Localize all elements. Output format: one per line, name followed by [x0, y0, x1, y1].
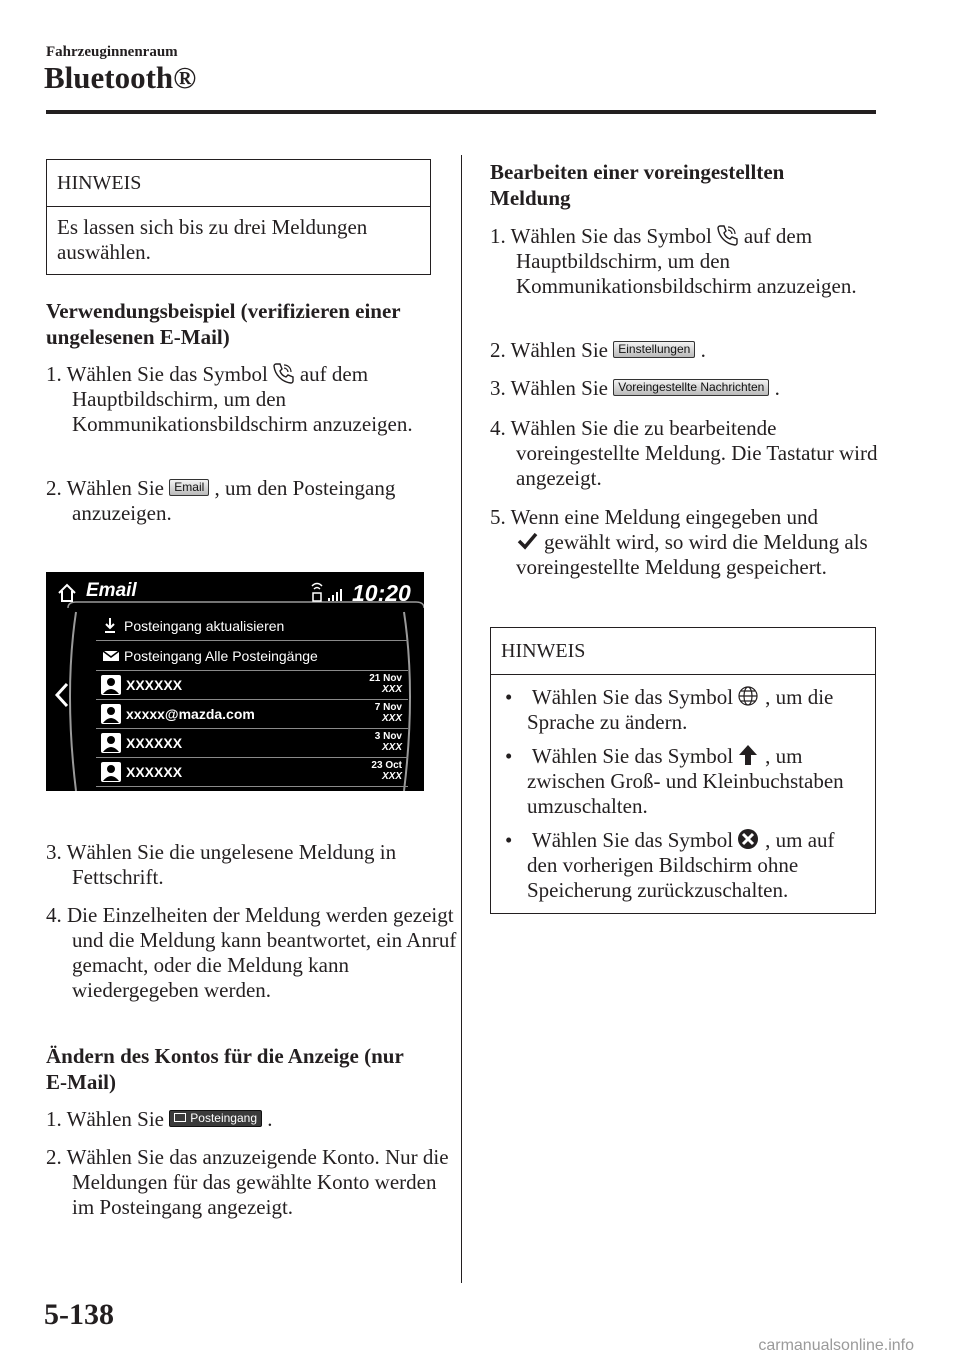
mail-date: 3 Nov XXX: [374, 731, 402, 753]
title-divider: [46, 110, 876, 114]
step-item: 3. Wählen Sie die ungelesene Meldung in Fettschrift.: [46, 840, 397, 889]
preset-messages-button: Voreingestellte Nachrichten: [613, 379, 769, 396]
phone-icon: [272, 362, 294, 384]
section-heading: Bearbeiten einer voreingestellten Meldung: [490, 160, 785, 210]
section-heading: Ändern des Kontos für die Anzeige (nur E-Mail): [46, 1044, 404, 1094]
back-arrow-icon[interactable]: [54, 682, 70, 708]
signal-icon: [306, 578, 346, 604]
mail-date: 21 Nov XXX: [369, 673, 402, 695]
section-heading: Verwendungsbeispiel (verifizieren einer ungelesenen E-Mail): [46, 299, 401, 349]
watermark: carmanualsonline.info: [758, 1337, 914, 1354]
step-item: 3. Wählen Sie Voreingestellte Nachrichten .: [490, 376, 780, 400]
globe-icon: [737, 685, 759, 707]
mail-sender: XXXXXX: [126, 735, 183, 751]
column-divider: [461, 155, 462, 1283]
step-item: 4. Wählen Sie die zu bearbeitende voreingestellte Meldung. Die Tastatur wird angezeigt.: [490, 416, 878, 490]
download-icon: [102, 616, 118, 634]
step-item: 4. Die Einzelheiten der Meldung werden gezeigt und die Meldung kann beantwortet, ein Anruf gemacht, oder die Meldung kann wiedergegeben werden.: [46, 903, 457, 1002]
step-item: 5. Wenn eine Meldung eingegeben und gewählt wird, so wird die Meldung als voreingestellte Meldung gespeichert.: [490, 505, 868, 579]
shift-arrow-icon: [737, 744, 759, 766]
envelope-icon: [174, 1113, 186, 1122]
clock-time: 10:20: [352, 580, 411, 606]
step-item: 2. Wählen Sie das anzuzeigende Konto. Nur die Meldungen für das gewählte Konto werden im Posteingang angezeigt.: [46, 1145, 449, 1219]
mail-sender: XXXXXX: [126, 677, 183, 693]
all-inboxes-row[interactable]: [96, 642, 408, 671]
note-text: Es lassen sich bis zu drei Meldungen auswählen.: [57, 215, 368, 264]
refresh-inbox-row[interactable]: [96, 612, 408, 641]
note-bullet: • Wählen Sie das Symbol , um die Sprache zu ändern.: [505, 685, 863, 735]
mail-row[interactable]: [96, 758, 408, 787]
mail-sender: xxxxx@mazda.com: [126, 706, 255, 722]
contact-icon: [100, 732, 122, 754]
email-button: Email: [169, 479, 209, 496]
note-box: [46, 159, 431, 275]
note-title: HINWEIS: [491, 628, 875, 675]
contact-icon: [100, 703, 122, 725]
email-screen: [46, 572, 424, 791]
mail-row[interactable]: [96, 700, 408, 729]
mail-row[interactable]: [96, 671, 408, 700]
note-title: HINWEIS: [47, 160, 430, 207]
inbox-button: Posteingang: [169, 1110, 262, 1127]
mail-sender: XXXXXX: [126, 764, 183, 780]
page-number: 5-138: [44, 1298, 114, 1331]
page-title: Bluetooth®: [44, 60, 197, 95]
step-item: 1. Wählen Sie Posteingang .: [46, 1107, 273, 1131]
envelope-icon: [102, 650, 120, 662]
step-item: 1. Wählen Sie das Symbol auf dem Hauptbildschirm, um den Kommunikationsbildschirm anzuzeigen.: [46, 362, 413, 436]
note-bullet: • Wählen Sie das Symbol , um auf den vorherigen Bildschirm ohne Speicherung zurückzuschalten.: [505, 828, 863, 903]
note-bullet: • Wählen Sie das Symbol , um zwischen Groß- und Kleinbuchstaben umzuschalten.: [505, 744, 863, 819]
mail-row[interactable]: [96, 729, 408, 758]
step-item: 2. Wählen Sie Einstellungen .: [490, 338, 706, 362]
step-item: 1. Wählen Sie das Symbol auf dem Hauptbildschirm, um den Kommunikationsbildschirm anzuzeigen.: [490, 224, 857, 298]
contact-icon: [100, 674, 122, 696]
checkmark-icon: [516, 530, 538, 552]
home-icon[interactable]: [56, 582, 78, 604]
phone-icon: [716, 224, 738, 246]
note-box: [490, 627, 876, 914]
screen-title: Email: [86, 580, 137, 601]
section-label: Fahrzeuginnenraum: [46, 44, 178, 60]
row-label: Posteingang Alle Posteingänge: [124, 648, 318, 664]
mail-date: 23 Oct XXX: [371, 760, 402, 782]
note-list: [491, 675, 875, 903]
settings-button: Einstellungen: [613, 341, 695, 358]
mail-date: 7 Nov XXX: [374, 702, 402, 724]
step-item: 2. Wählen Sie Email , um den Posteingang anzuzeigen.: [46, 476, 396, 525]
cancel-icon: [737, 828, 759, 850]
row-label: Posteingang aktualisieren: [124, 618, 285, 634]
contact-icon: [100, 761, 122, 783]
